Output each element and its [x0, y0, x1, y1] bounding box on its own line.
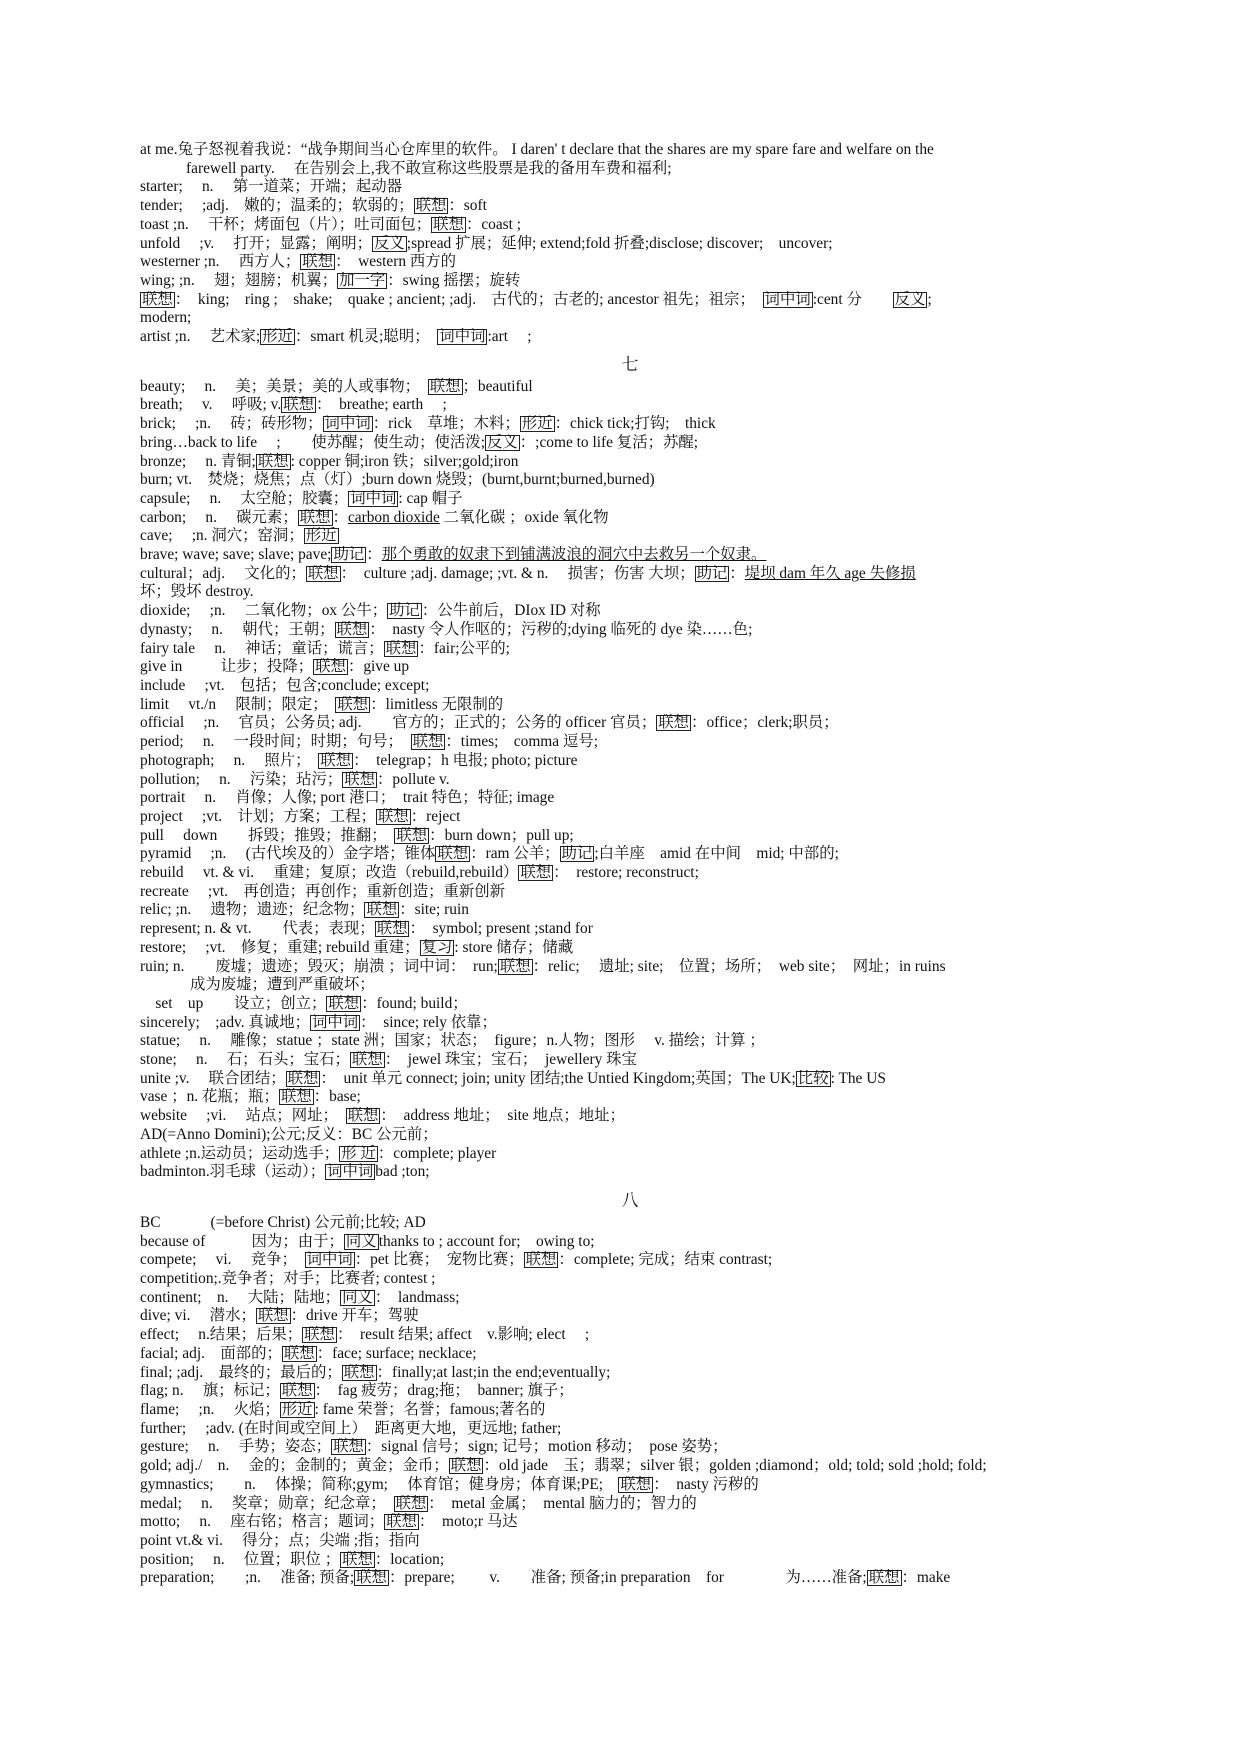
entry-text: ruin; n. 废墟；遗迹；毁灭；崩溃 ；词中词： run; — [140, 957, 498, 975]
boxed-label: 联想 — [437, 845, 469, 863]
section-7-entries-a — [140, 378, 1120, 584]
entry-text: ： restore; reconstruct; — [553, 864, 699, 882]
entry-text: ：ram 公羊； — [470, 845, 560, 863]
boxed-label: 联想 — [396, 826, 428, 844]
entry-text: ： — [332, 508, 348, 526]
entry-line — [140, 1107, 1120, 1126]
entry-text: facial; adj. 面部的； — [140, 1344, 282, 1362]
boxed-label: 联想 — [280, 1088, 312, 1106]
entry-text: : The US — [830, 1069, 886, 1087]
boxed-label: 联想 — [412, 733, 444, 751]
boxed-label: 反义 — [374, 234, 405, 252]
boxed-label: 助记 — [389, 602, 420, 620]
entry-line — [140, 1476, 1120, 1495]
entry-line — [140, 1326, 1120, 1345]
entry-text: preparation; ;n. 准备; 预备; — [140, 1569, 355, 1587]
entry-line — [140, 1364, 1120, 1383]
boxed-label: 联想 — [366, 901, 398, 919]
entry-line — [140, 141, 1120, 160]
entry-text: ：burn down；pull up; — [429, 826, 574, 844]
entry-line — [140, 714, 1120, 733]
entry-text: portrait n. 肖像；人像; port 港口； trait 特色；特征; image — [140, 789, 555, 807]
entry-line — [140, 1532, 1120, 1551]
entry-text: : copper 铜;iron 铁；silver;gold;iron — [290, 452, 519, 470]
entry-line — [140, 1233, 1120, 1252]
boxed-label: 联想 — [343, 1363, 375, 1381]
entry-line — [140, 1420, 1120, 1439]
boxed-label: 联想 — [320, 751, 352, 769]
entry-text: ： western 西方的 — [335, 253, 457, 271]
boxed-label: 联想 — [302, 253, 334, 271]
entry-text: rebuild vt. & vi. 重建；复原；改造（rebuild,rebuild） — [140, 864, 519, 882]
entry-text: ： since; rely 依靠； — [360, 1013, 497, 1031]
entry-line — [140, 1126, 1120, 1145]
entry-text: ： telegrap；h 电报; photo; picture — [353, 751, 578, 769]
entry-text: include ;vt. 包括；包含;conclude; except; — [140, 676, 430, 694]
entry-text: period; n. 一段时间；时期；句号； — [140, 733, 411, 751]
entry-text: competition;.竞争者；对手；比赛者; contest ; — [140, 1270, 436, 1288]
underlined-text: 那个勇敢的奴隶下到铺满波浪的洞穴中去救另一个奴隶。 — [381, 546, 767, 564]
entry-text: ；beautiful — [462, 377, 533, 395]
boxed-label: 联想 — [257, 1307, 289, 1325]
entry-text: ： — [729, 564, 745, 582]
entry-text: beauty; n. 美；美景；美的人或事物； — [140, 377, 428, 395]
entry-text: ：old jade 玉；翡翠；silver 银；golden ;diamond；old; told; sold ;hold; fold; — [483, 1457, 987, 1475]
boxed-label: 联想 — [356, 1569, 387, 1587]
entry-line — [140, 1145, 1120, 1164]
entry-line — [140, 1569, 1120, 1588]
entry-line — [140, 864, 1120, 883]
entry-line — [140, 1513, 1120, 1532]
entry-text: set up 设立；创立； — [140, 994, 327, 1012]
entry-text: artist ;n. 艺术家; — [140, 328, 261, 346]
entry-line — [140, 1270, 1120, 1289]
entry-text: :cent 分 — [812, 290, 893, 308]
entry-text: pollution; n. 污染；玷污； — [140, 770, 343, 788]
entry-text: compete; vi. 竞争； — [140, 1251, 305, 1269]
entry-line — [140, 696, 1120, 715]
entry-text: position; n. 位置；职位 ； — [140, 1550, 341, 1568]
entry-text: represent; n. & vt. 代表；表现； — [140, 920, 375, 938]
section-heading-8: 八 — [621, 1190, 639, 1210]
entry-text: ： jewel 珠宝；宝石； jewellery 珠宝 — [384, 1051, 637, 1069]
entry-line — [140, 1551, 1120, 1570]
entry-text: ;白羊座 amid 在中间 mid; 中部的; — [594, 845, 839, 863]
entry-text: capsule; n. 太空舱；胶囊； — [140, 489, 349, 507]
entry-text: cave; ;n. 洞穴；窑洞； — [140, 527, 304, 545]
entry-text: because of 因为；由于； — [140, 1232, 344, 1250]
entry-text: :art ; — [487, 328, 532, 346]
entry-line — [140, 1051, 1120, 1070]
boxed-label: 联想 — [385, 639, 417, 657]
entry-line — [140, 546, 1120, 565]
entry-text: brick; ;n. 砖；砖形物； — [140, 415, 323, 433]
entry-text: farewell party. 在告别会上,我不敢宣称这些股票是我的备用车费和福利; — [186, 159, 672, 177]
entry-line — [140, 160, 1120, 179]
entry-text: dynasty; n. 朝代；王朝； — [140, 620, 335, 638]
entry-line — [140, 1307, 1120, 1326]
boxed-label: 比较 — [797, 1069, 829, 1087]
entry-line — [140, 883, 1120, 902]
entry-text: ： fag 疲劳；drag;拖； banner; 旗子； — [314, 1382, 574, 1400]
entry-line — [140, 901, 1120, 920]
entry-text: : cap 帽子 — [398, 489, 463, 507]
entry-text: ：drive 开车；驾驶 — [290, 1307, 419, 1325]
entry-text: ：prepare; v. 准备; 预备;in preparation for 为……准备; — [388, 1569, 867, 1587]
entry-text: ： king; ring ; shake; quake ; ancient; ;adj. 古代的；古老的; ancestor 祖先；祖宗； — [174, 290, 763, 308]
boxed-label: 联想 — [299, 508, 331, 526]
entry-text: athlete ;n.运动员；运动选手； — [140, 1144, 340, 1162]
entry-line — [140, 845, 1120, 864]
underlined-text: carbon dioxide — [347, 508, 440, 526]
entry-text: website ;vi. 站点；网址； — [140, 1107, 346, 1125]
entry-text: ： nasty 污秽的 — [653, 1475, 759, 1493]
entry-line — [140, 272, 1120, 291]
entry-line — [140, 434, 1120, 453]
entry-text: final; ;adj. 最终的；最后的； — [140, 1363, 342, 1381]
entry-line — [140, 1088, 1120, 1107]
boxed-label: 联想 — [337, 695, 369, 713]
entry-text: effect; n.结果；后果； — [140, 1326, 303, 1344]
boxed-label: 联想 — [281, 1382, 313, 1400]
entry-text: restore; ;vt. 修复；重建; rebuild 重建； — [140, 938, 420, 956]
boxed-label: 联想 — [307, 564, 339, 582]
boxed-label: 联想 — [351, 1051, 383, 1069]
entry-text: ：公牛前后，DIox ID 对称 — [421, 602, 601, 620]
entry-text: stone; n. 石；石头；宝石； — [140, 1051, 350, 1069]
entry-line — [140, 309, 1120, 328]
entry-line — [140, 396, 1120, 415]
boxed-label: 词中词 — [306, 1251, 353, 1269]
entry-text: continent; n. 大陆；陆地； — [140, 1288, 341, 1306]
entry-text: ：finally;at last;in the end;eventually; — [376, 1363, 611, 1381]
entry-text: statue; n. 雕像；statue ；state 洲；国家；状态； figure；n.人物；图形 v. 描绘；计算 ； — [140, 1032, 765, 1050]
entry-text: photograph; n. 照片； — [140, 751, 319, 769]
entry-text: ：base; — [313, 1088, 361, 1106]
boxed-label: 词中词 — [350, 489, 397, 507]
boxed-label: 联想 — [315, 658, 346, 676]
entry-text: ：pet 比赛； 宠物比赛； — [354, 1251, 524, 1269]
entry-line — [140, 808, 1120, 827]
entry-text: ：swing 摇摆；旋转 — [387, 271, 521, 289]
entry-text: ： symbol; present ;stand for — [409, 920, 593, 938]
entry-text: ;spread 扩展；延伸; extend;fold 折叠;disclose; discover; uncover; — [406, 234, 833, 252]
section-top — [140, 141, 1120, 347]
entry-text: at me.兔子怒视着我说：“战争期间当心仓库里的软件。 I daren' t declare that the shares are my spare fare and welfare on the — [140, 141, 934, 158]
entry-text: give in 让步；投降； — [140, 658, 314, 676]
section-7-entries-b — [140, 602, 1120, 976]
entry-text: ：limitless 无限制的 — [370, 695, 504, 713]
entry-text: dive; vi. 潜水； — [140, 1307, 256, 1325]
entry-text: ：reject — [410, 807, 461, 825]
entry-text: ：smart 机灵;聪明； — [294, 328, 438, 346]
entry-text: ：make — [901, 1569, 951, 1587]
entry-text: tender; ;adj. 嫩的；温柔的；软弱的； — [140, 197, 414, 215]
entry-line — [140, 1457, 1120, 1476]
boxed-label: 助记 — [561, 845, 593, 863]
entry-text: toast ;n. 干杯；烤面包（片）；吐司面包； — [140, 215, 432, 233]
entry-text: sincerely; ;adv. 真诚地； — [140, 1013, 310, 1031]
entry-line — [140, 216, 1120, 235]
entry-line — [140, 291, 1120, 310]
entry-text: dioxide; ;n. 二氧化物；ox 公牛； — [140, 602, 388, 620]
entry-line — [140, 1251, 1120, 1270]
entry-line — [140, 939, 1120, 958]
entry-text: ：location; — [374, 1550, 445, 1568]
entry-text: ： address 地址； site 地点；地址； — [380, 1107, 625, 1125]
entry-text: flag; n. 旗；标记； — [140, 1382, 280, 1400]
entry-line — [140, 658, 1120, 677]
entry-line — [140, 197, 1120, 216]
entry-line — [140, 958, 1120, 977]
entry-text: ：office；clerk;职员； — [691, 714, 839, 732]
boxed-label: 联想 — [450, 1457, 482, 1475]
boxed-label: 词中词 — [327, 1163, 374, 1181]
boxed-label: 联想 — [525, 1251, 557, 1269]
entry-text: ：complete; player — [377, 1144, 497, 1162]
entry-line — [140, 1163, 1120, 1182]
entry-line — [140, 995, 1120, 1014]
entry-line-continuation-ruin: 成为废墟；遭到严重破坏； — [190, 976, 375, 994]
boxed-label: 助记 — [333, 546, 365, 564]
boxed-label: 联想 — [142, 290, 173, 308]
entry-line — [140, 1382, 1120, 1401]
boxed-label: 联想 — [520, 864, 552, 882]
entry-text: westerner ;n. 西方人； — [140, 253, 301, 271]
entry-text: relic; ;n. 遗物；遗迹；纪念物； — [140, 901, 365, 919]
entry-text: fairy tale n. 神话；童话；谎言； — [140, 639, 384, 657]
entry-line — [140, 328, 1120, 347]
boxed-label: 联想 — [658, 714, 690, 732]
entry-text: ：pollute v. — [377, 770, 450, 788]
entry-text: 二氧化碳 ；oxide 氧化物 — [439, 508, 609, 526]
entry-line — [140, 920, 1120, 939]
boxed-label: 词中词 — [311, 1013, 359, 1031]
entry-text: ：soft — [448, 197, 487, 215]
entry-line — [140, 415, 1120, 434]
entry-text: limit vt./n 限制；限定； — [140, 695, 336, 713]
boxed-label: 词中词 — [324, 415, 371, 433]
boxed-label: 形 近 — [341, 1144, 376, 1162]
entry-text: badminton.羽毛球（运动）； — [140, 1163, 326, 1181]
entry-line — [140, 733, 1120, 752]
entry-text: ： — [366, 546, 382, 564]
entry-line — [140, 1070, 1120, 1089]
entry-line — [140, 827, 1120, 846]
entry-line — [140, 1345, 1120, 1364]
entry-text: ：found; build； — [361, 994, 468, 1012]
entry-line — [140, 527, 1120, 546]
entry-text: thanks to ; account for; owing to; — [378, 1232, 595, 1250]
entry-text: ：coast ; — [465, 215, 522, 233]
boxed-label: 联想 — [386, 1513, 417, 1531]
entry-line — [140, 1014, 1120, 1033]
entry-line — [140, 235, 1120, 254]
entry-text: bronze; n. 青铜; — [140, 452, 256, 470]
entry-text: ：;come to life 复活；苏醒; — [519, 433, 699, 451]
entry-text: ： nasty 令人作呕的；污秽的;dying 临死的 dye 染……色; — [369, 620, 753, 638]
entry-line — [140, 1401, 1120, 1420]
boxed-label: 联想 — [620, 1475, 652, 1493]
boxed-label: 反义 — [486, 433, 518, 451]
entry-line — [140, 621, 1120, 640]
boxed-label: 联想 — [287, 1069, 319, 1087]
entry-text: bring…back to life ; 使苏醒；使生动；使活泼; — [140, 433, 485, 451]
entry-text: AD(=Anno Domini);公元;反义：BC 公元前； — [140, 1125, 438, 1143]
entry-text: ：give up — [347, 658, 410, 676]
boxed-label: 词中词 — [439, 328, 486, 346]
entry-line — [140, 453, 1120, 472]
boxed-label: 联想 — [376, 920, 408, 938]
entry-text: recreate ;vt. 再创造；再创作；重新创造；重新创新 — [140, 882, 506, 900]
entry-text: starter; n. 第一道菜；开端；起动器 — [140, 178, 403, 196]
entry-text: official ;n. 官员；公务员; adj. 官方的；正式的；公务的 officer 官员； — [140, 714, 657, 732]
entry-line — [140, 1214, 1120, 1233]
entry-line — [140, 471, 1120, 490]
boxed-label: 联想 — [429, 377, 461, 395]
entry-text: carbon; n. 碳元素； — [140, 508, 298, 526]
entry-text: cultural；adj. 文化的； — [140, 564, 306, 582]
section-heading-7: 七 — [621, 354, 639, 374]
entry-text: ：signal 信号；sign; 记号；motion 移动； pose 姿势； — [365, 1438, 728, 1456]
entry-line — [140, 640, 1120, 659]
section-7-entries-c — [140, 995, 1120, 1182]
entry-text: BC (=before Christ) 公元前;比较; AD — [140, 1213, 426, 1231]
entry-text: gold; adj./ n. 金的；金制的；黄金；金币； — [140, 1457, 449, 1475]
entry-line — [140, 490, 1120, 509]
entry-text: ：chick tick;打钩; thick — [554, 415, 716, 433]
entry-line — [140, 771, 1120, 790]
entry-text: unite ;v. 联合团结； — [140, 1069, 286, 1087]
boxed-label: 反义 — [894, 290, 926, 308]
entry-line — [140, 378, 1120, 397]
entry-text: ： landmass; — [374, 1288, 460, 1306]
entry-text: gesture; n. 手势；姿态； — [140, 1438, 332, 1456]
boxed-label: 加一字 — [339, 271, 386, 289]
entry-text: ： metal 金属； mental 脑力的；智力的 — [428, 1494, 697, 1512]
entry-text: flame; ;n. 火焰； — [140, 1401, 280, 1418]
boxed-label: 联想 — [333, 1438, 364, 1456]
entry-text: pull down 拆毁；推毁；推翻； — [140, 826, 395, 844]
entry-line — [140, 509, 1120, 528]
document-page — [140, 141, 1120, 1588]
boxed-label: 形近 — [262, 328, 293, 346]
entry-text: ： culture ;adj. damage; ;vt. & n. 损害；伤害 大坝； — [340, 564, 695, 582]
entry-line — [140, 789, 1120, 808]
entry-text: wing; ;n. 翅；翅膀；机翼； — [140, 271, 338, 289]
entry-text: brave; wave; save; slave; pave; — [140, 546, 332, 564]
boxed-label: 形近 — [305, 527, 337, 545]
boxed-label: 联想 — [283, 396, 314, 414]
entry-text: ：site; ruin — [399, 901, 469, 919]
entry-line — [140, 565, 1120, 584]
boxed-label: 同义 — [342, 1288, 373, 1306]
entry-text: : store 储存；储藏 — [454, 938, 574, 956]
entry-text: ：rick 草堆；木料； — [372, 415, 520, 433]
boxed-label: 联想 — [344, 770, 376, 788]
entry-text: modern; — [140, 309, 192, 327]
entry-line — [140, 1438, 1120, 1457]
entry-line-continuation: 坏；毁坏 destroy. — [140, 583, 254, 601]
entry-text: vase ；n. 花瓶；瓶； — [140, 1088, 279, 1106]
boxed-label: 联想 — [283, 1344, 315, 1362]
boxed-label: 联想 — [342, 1550, 373, 1568]
entry-line — [140, 178, 1120, 197]
entry-text: ： result 结果; affect v.影响; elect ; — [336, 1326, 590, 1344]
boxed-label: 联想 — [433, 215, 464, 233]
boxed-label: 联想 — [304, 1326, 335, 1344]
boxed-label: 联想 — [377, 807, 409, 825]
entry-line — [140, 752, 1120, 771]
entry-text: ：complete; 完成；结束 contrast; — [558, 1251, 773, 1269]
entry-line — [140, 253, 1120, 272]
boxed-label: 联想 — [868, 1569, 900, 1587]
entry-line — [140, 1495, 1120, 1514]
entry-text: ; — [927, 290, 932, 308]
entry-text: medal; n. 奖章；勋章；纪念章； — [140, 1494, 394, 1512]
entry-text: project ;vt. 计划；方案；工程； — [140, 807, 376, 825]
entry-line — [140, 602, 1120, 621]
entry-text: ： breathe; earth ; — [316, 396, 447, 414]
entry-text: ： moto;r 马达 — [418, 1513, 518, 1531]
entry-text: : fame 荣誉；名誉；famous;著名的 — [314, 1401, 546, 1418]
entry-line — [140, 677, 1120, 696]
boxed-label: 联想 — [328, 994, 360, 1012]
boxed-label: 联想 — [499, 957, 531, 975]
boxed-label: 助记 — [696, 564, 728, 582]
entry-text: bad ;ton; — [375, 1163, 430, 1181]
entry-text: ：times; comma 逗号; — [445, 733, 599, 751]
boxed-label: 联想 — [395, 1494, 427, 1512]
boxed-label: 联想 — [257, 452, 289, 470]
entry-text: breath; v. 呼吸; v. — [140, 396, 282, 414]
boxed-label: 词中词 — [764, 290, 811, 308]
entry-text: pyramid ;n. (古代埃及的）金字塔；锥体 — [140, 845, 436, 863]
boxed-label: 同义 — [345, 1232, 377, 1250]
boxed-label: 联想 — [336, 620, 368, 638]
entry-line — [140, 1032, 1120, 1051]
boxed-label: 联想 — [415, 197, 447, 215]
underlined-text: 堤坝 dam 年久 age 失修损 — [744, 564, 916, 582]
entry-text: gymnastics; n. 体操；简称;gym; 体育馆；健身房；体育课;PE; — [140, 1475, 619, 1493]
entry-text: motto; n. 座右铭；格言；题词； — [140, 1513, 385, 1531]
section-8-entries — [140, 1214, 1120, 1588]
entry-text: ： unit 单元 connect; join; unity 团结;the Untied Kingdom;英国；The UK; — [320, 1069, 796, 1087]
boxed-label: 复习 — [421, 938, 453, 956]
entry-text: point vt.& vi. 得分；点；尖端 ;指；指向 — [140, 1531, 420, 1549]
boxed-label: 形近 — [521, 415, 553, 433]
entry-text: unfold ;v. 打开；显露；阐明； — [140, 234, 372, 252]
boxed-label: 形近 — [281, 1401, 313, 1418]
boxed-label: 联想 — [347, 1107, 379, 1125]
entry-text: further; ;adv. (在时间或空间上） 距离更大地，更远地; father; — [140, 1419, 562, 1437]
entry-text: burn; vt. 焚烧；烧焦；点（灯）;burn down 烧毁；(burnt,burnt;burned,burned) — [140, 471, 655, 489]
entry-text: ：relic; 遗址; site; 位置；场所； web site； 网址；in ruins — [532, 957, 946, 975]
entry-text: ：fair;公平的; — [418, 639, 510, 657]
entry-line — [140, 1289, 1120, 1308]
entry-text: ：face; surface; necklace; — [316, 1344, 477, 1362]
